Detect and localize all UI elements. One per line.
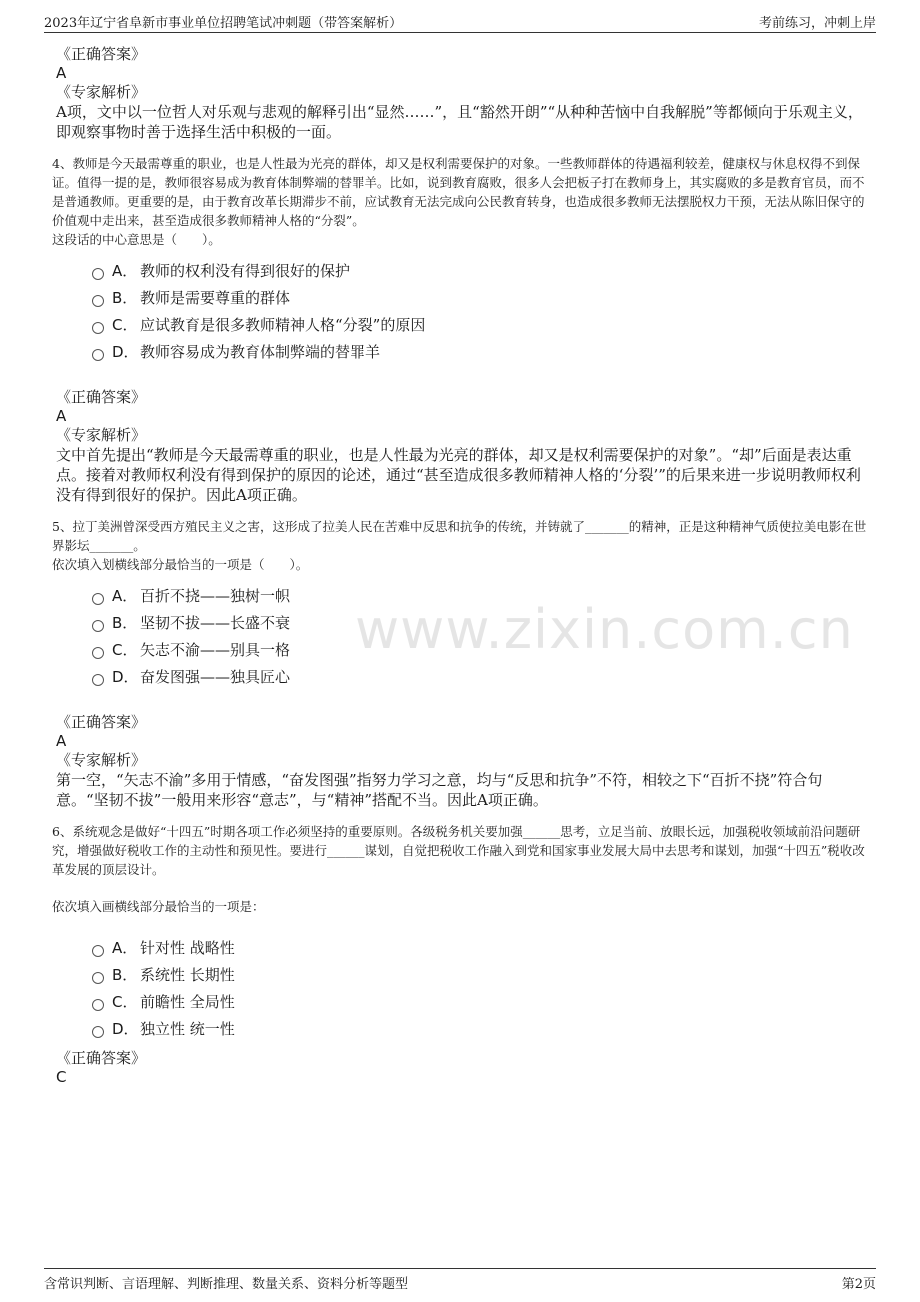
radio-icon[interactable] bbox=[92, 593, 104, 605]
option-list bbox=[92, 934, 868, 1042]
radio-icon[interactable] bbox=[92, 1026, 104, 1038]
correct-answer-label: 《正确答案》 bbox=[56, 713, 147, 731]
correct-answer-value: A bbox=[56, 732, 67, 750]
radio-icon[interactable] bbox=[92, 674, 104, 686]
expert-analysis-label: 《专家解析》 bbox=[56, 426, 147, 444]
option-a[interactable]: A． 针对性 战略性 bbox=[92, 934, 868, 961]
correct-answer-label: 《正确答案》 bbox=[56, 388, 147, 406]
expert-analysis-label: 《专家解析》 bbox=[56, 83, 147, 101]
question-prompt: 依次填入划横线部分最恰当的一项是（ ）。 bbox=[52, 557, 309, 572]
question-stem: 5、拉丁美洲曾深受西方殖民主义之害，这形成了拉美人民在苦难中反思和抗争的传统，并铸就了_______的精神，正是这种精神气质使拉美电影在世界影坛_______。 bbox=[52, 519, 867, 553]
option-a[interactable]: A． 教师的权利没有得到很好的保护 bbox=[92, 257, 868, 284]
expert-analysis-text: 第一空，“矢志不渝”多用于情感，“奋发图强”指努力学习之意，均与“反思和抗争”不符，相较之下“百折不挠”符合句意。“坚韧不拔”一般用来形容“意志”，与“精神”搭配不当。因此A项正确。 bbox=[56, 771, 823, 809]
correct-answer-label: 《正确答案》 bbox=[56, 45, 147, 63]
option-b[interactable]: B． 教师是需要尊重的群体 bbox=[92, 284, 868, 311]
page-content bbox=[52, 44, 868, 1086]
option-c[interactable]: C． 矢志不渝——别具一格 bbox=[92, 636, 868, 663]
option-list bbox=[92, 257, 868, 365]
page-number: 第2页 bbox=[841, 1277, 876, 1292]
expert-analysis-text: 文中首先提出“教师是今天最需尊重的职业，也是人性最为光亮的群体，却又是权利需要保护的对象”。“却”后面是表达重点。接着对教师权利没有得到保护的原因的论述，通过“甚至造成很多教师精神人格的‘分裂’”的后果来进一步说明教师权利没有得到很好的保护。因此A项正确。 bbox=[56, 446, 861, 504]
correct-answer-label: 《正确答案》 bbox=[56, 1049, 147, 1067]
correct-answer-value: A bbox=[56, 64, 67, 82]
option-d[interactable]: D． 独立性 统一性 bbox=[92, 1015, 868, 1042]
option-a[interactable]: A． 百折不挠——独树一帜 bbox=[92, 582, 868, 609]
document-title: 2023年辽宁省阜新市事业单位招聘笔试冲刺题（带答案解析） bbox=[44, 16, 403, 31]
question-prompt: 依次填入画横线部分最恰当的一项是： bbox=[52, 899, 265, 914]
page-footer bbox=[44, 1268, 876, 1291]
radio-icon[interactable] bbox=[92, 295, 104, 307]
option-b[interactable]: B． 坚韧不拔——长盛不衰 bbox=[92, 609, 868, 636]
correct-answer-value: A bbox=[56, 407, 67, 425]
option-c[interactable]: C． 前瞻性 全局性 bbox=[92, 988, 868, 1015]
radio-icon[interactable] bbox=[92, 322, 104, 334]
question-prompt: 这段话的中心意思是（ ）。 bbox=[52, 232, 221, 247]
header-slogan: 考前练习，冲刺上岸 bbox=[758, 16, 876, 31]
question-stem: 6、系统观念是做好“十四五”时期各项工作必须坚持的重要原则。各级税务机关要加强______思考，立足当前、放眼长远，加强税收领域前沿问题研究，增强做好税收工作的主动性和预见性。要进行______谋划，自觉把税收工作融入到党和国家事业发展大局中去思考和谋划，加强“十四五”税收改革发展的顶层设计。 bbox=[52, 824, 865, 877]
page-header bbox=[44, 10, 876, 33]
radio-icon[interactable] bbox=[92, 972, 104, 984]
radio-icon[interactable] bbox=[92, 349, 104, 361]
option-b[interactable]: B． 系统性 长期性 bbox=[92, 961, 868, 988]
radio-icon[interactable] bbox=[92, 620, 104, 632]
radio-icon[interactable] bbox=[92, 999, 104, 1011]
expert-analysis-text: A项，文中以一位哲人对乐观与悲观的解释引出“显然……”，且“豁然开朗”“从种种苦恼中自我解脱”等都倾向于乐观主义，即观察事物时善于选择生活中积极的一面。 bbox=[56, 103, 863, 141]
option-d[interactable]: D． 奋发图强——独具匠心 bbox=[92, 663, 868, 690]
correct-answer-value: C bbox=[56, 1068, 67, 1086]
radio-icon[interactable] bbox=[92, 945, 104, 957]
option-d[interactable]: D． 教师容易成为教育体制弊端的替罪羊 bbox=[92, 338, 868, 365]
radio-icon[interactable] bbox=[92, 647, 104, 659]
option-list bbox=[92, 582, 868, 690]
watermark: www.zixin.com.cn bbox=[355, 598, 854, 661]
question-stem: 4、教师是今天最需尊重的职业，也是人性最为光亮的群体，却又是权利需要保护的对象。一些教师群体的待遇福利较差，健康权与休息权得不到保证。值得一提的是，教师很容易成为教育体制弊端的替罪羊。比如，说到教育腐败，很多人会把板子打在教师身上，其实腐败的多是教育官员，而不是普通教师。更重要的是，由于教育改革长期滞步不前，应试教育无法完成向公民教育转身，也造成很多教师无法摆脱权力干预，无法从陈旧保守的价值观中走出来，甚至造成很多教师精神人格的“分裂”。 bbox=[52, 156, 865, 228]
option-c[interactable]: C． 应试教育是很多教师精神人格“分裂”的原因 bbox=[92, 311, 868, 338]
footer-topics: 含常识判断、言语理解、判断推理、数量关系、资料分析等题型 bbox=[44, 1277, 409, 1292]
radio-icon[interactable] bbox=[92, 268, 104, 280]
expert-analysis-label: 《专家解析》 bbox=[56, 751, 147, 769]
